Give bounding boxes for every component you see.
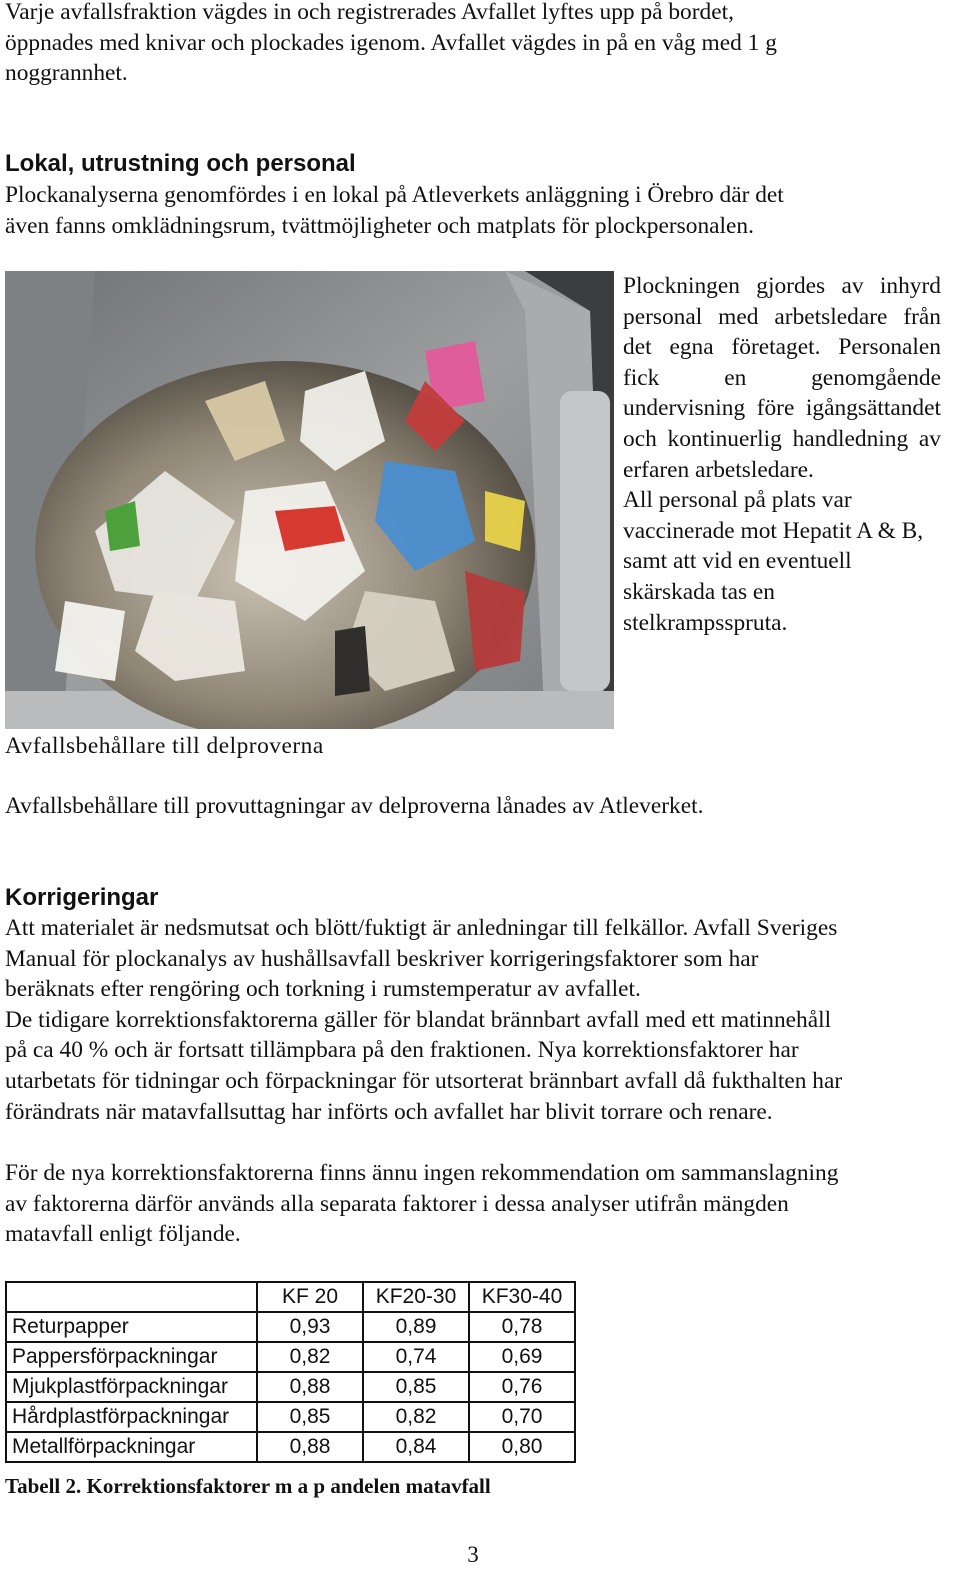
table-cell: 0,85 — [363, 1372, 469, 1402]
table-header-cell: KF 20 — [257, 1282, 363, 1312]
loan-line: Avfallsbehållare till provuttagningar av delproverna lånades av Atleverket. — [5, 793, 704, 819]
intro-line: Varje avfallsfraktion vägdes in och registrerades Avfallet lyftes upp på bordet, — [5, 0, 734, 25]
table-row — [6, 1432, 575, 1462]
table-row — [6, 1402, 575, 1432]
table-cell: 0,82 — [257, 1342, 363, 1372]
page-number: 3 — [467, 1542, 479, 1567]
waste-photo-illustration — [5, 271, 614, 729]
photo-caption: Avfallsbehållare till delproverna — [5, 733, 324, 759]
table-header-cell — [6, 1282, 257, 1312]
intro-line: noggrannhet. — [5, 60, 128, 87]
table-cell: 0,93 — [257, 1312, 363, 1342]
paragraph-line: För de nya korrektionsfaktorerna finns ännu ingen rekommendation om sammanslagning — [5, 1160, 839, 1186]
table-cell: 0,80 — [469, 1432, 575, 1462]
table-cell: Mjukplastförpackningar — [6, 1372, 257, 1402]
table-cell: Metallförpackningar — [6, 1432, 257, 1462]
table-row — [6, 1342, 575, 1372]
table-cell: 0,84 — [363, 1432, 469, 1462]
table-row — [6, 1312, 575, 1342]
table-header-cell: KF30-40 — [469, 1282, 575, 1312]
korrigeringar-paragraph — [5, 913, 955, 1127]
photo-side-text — [623, 271, 941, 638]
table-cell: 0,78 — [469, 1312, 575, 1342]
waste-container-photo — [5, 271, 614, 729]
table-cell: 0,89 — [363, 1312, 469, 1342]
paragraph-line: utarbetats för tidningar och förpackningar för utsorterat brännbart avfall då fukthalten har — [5, 1067, 843, 1094]
table-cell: 0,76 — [469, 1372, 575, 1402]
paragraph-line: även fanns omklädningsrum, tvättmöjligheter och matplats för plockpersonalen. — [5, 212, 754, 239]
section-heading-lokal: Lokal, utrustning och personal — [5, 150, 356, 177]
table-caption: Tabell 2. Korrektionsfaktorer m a p andelen matavfall — [5, 1474, 491, 1498]
table-row — [6, 1372, 575, 1402]
table-cell: 0,70 — [469, 1402, 575, 1432]
paragraph-line: Att materialet är nedsmutsat och blött/fuktigt är anledningar till felkällor. Avfall Sveriges — [5, 915, 838, 941]
paragraph-line: Manual för plockanalys av hushållsavfall beskriver korrigeringsfaktorer som har — [5, 945, 759, 972]
table-cell: 0,82 — [363, 1402, 469, 1432]
table-cell: Returpapper — [6, 1312, 257, 1342]
table-cell: Hårdplastförpackningar — [6, 1402, 257, 1432]
paragraph-line: på ca 40 % och är fortsatt tillämpbara på den fraktionen. Nya korrektionsfaktorer har — [5, 1037, 799, 1064]
table-cell: Pappersförpackningar — [6, 1342, 257, 1372]
intro-line: öppnades med knivar och plockades igenom. Avfallet vägdes in på en våg med 1 g — [5, 29, 777, 56]
intro-paragraph — [5, 0, 955, 89]
vaccination-paragraph: All personal på plats var vaccinerade mot Hepatit A & B, samt att vid en eventuell skärskada tas en stelkrampsspruta. — [623, 487, 924, 636]
section-lokal-paragraph — [5, 180, 955, 241]
table-cell: 0,69 — [469, 1342, 575, 1372]
table-cell: 0,88 — [257, 1372, 363, 1402]
correction-factor-table — [5, 1281, 576, 1463]
paragraph-line: matavfall enligt följande. — [5, 1221, 241, 1248]
table-header-cell: KF20-30 — [363, 1282, 469, 1312]
paragraph-line: av faktorerna därför används alla separata faktorer i dessa analyser utifrån mängden — [5, 1190, 789, 1217]
table-cell: 0,88 — [257, 1432, 363, 1462]
staff-paragraph: Plockningen gjordes av inhyrd personal med arbetsledare från det egna företaget. Personalen fick en genomgående undervisning före igångsättandet och kontinuerlig handledning av erfaren arbetsledare. — [623, 273, 941, 483]
paragraph-line: förändrats när matavfallsuttag har införts och avfallet har blivit torrare och renare. — [5, 1098, 773, 1125]
paragraph-line: De tidigare korrektionsfaktorerna gäller för blandat brännbart avfall med ett matinnehåll — [5, 1006, 832, 1033]
table-header-row — [6, 1282, 575, 1312]
table-cell: 0,85 — [257, 1402, 363, 1432]
table-cell: 0,74 — [363, 1342, 469, 1372]
paragraph-line: Plockanalyserna genomfördes i en lokal på Atleverkets anläggning i Örebro där det — [5, 182, 784, 208]
korrigeringar-paragraph-2 — [5, 1158, 955, 1250]
paragraph-line: beräknats efter rengöring och torkning i rumstemperatur av avfallet. — [5, 976, 641, 1003]
section-heading-korrigeringar: Korrigeringar — [5, 884, 159, 911]
